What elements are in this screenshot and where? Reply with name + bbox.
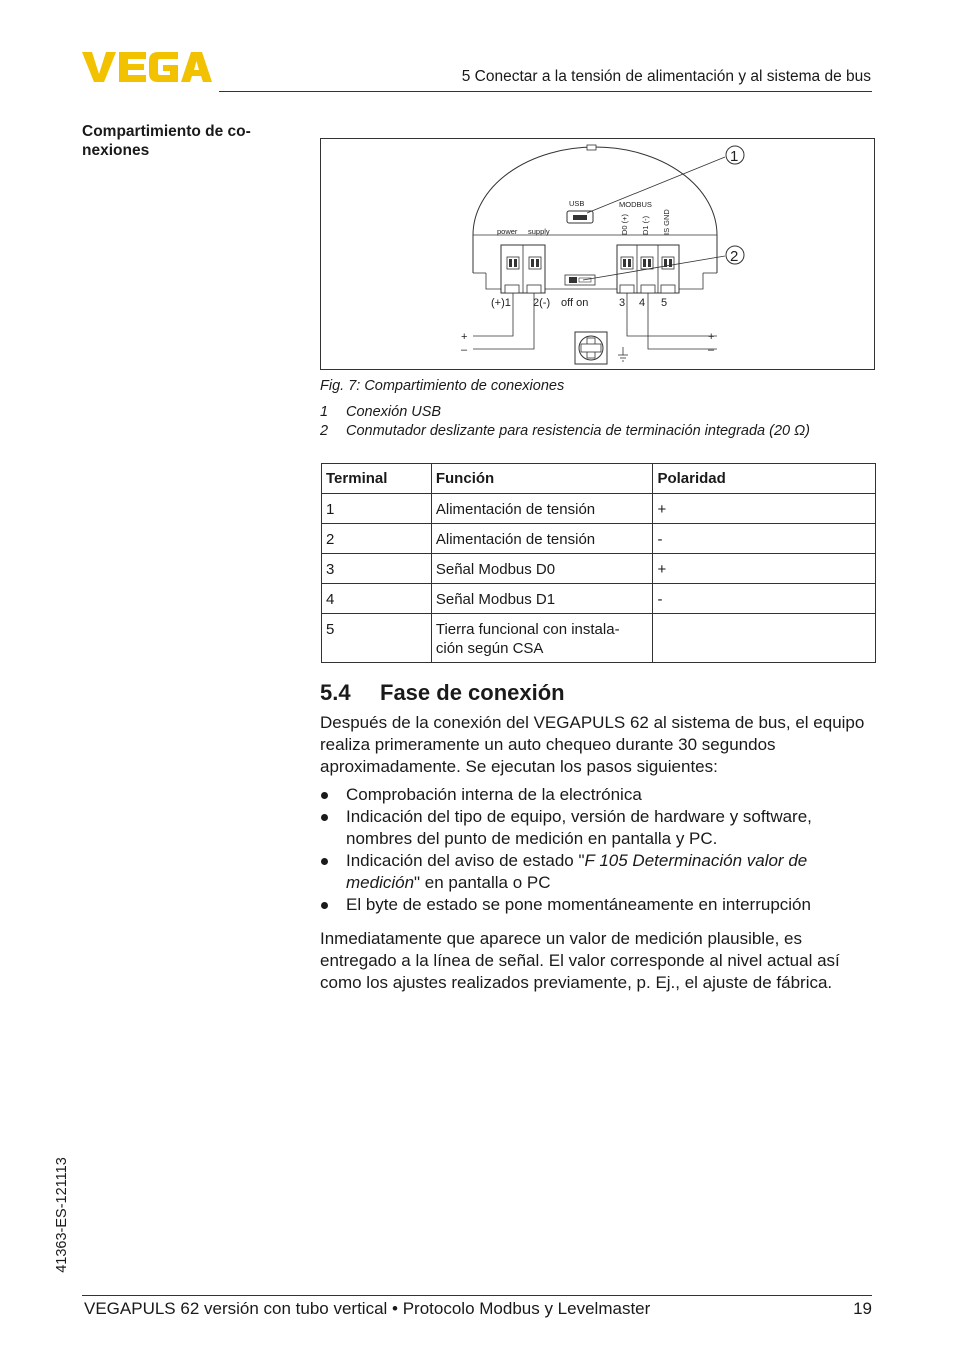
power-label: power (497, 227, 518, 236)
list-item-text: El byte de estado se pone momentáneamente en interrupción (346, 895, 811, 914)
callout-2: 2 (730, 248, 739, 265)
table-cell: 4 (322, 584, 432, 614)
table-cell: Alimentación de tensión (431, 494, 653, 524)
terminal-block-left (501, 245, 545, 293)
table-cell: Alimentación de tensión (431, 524, 653, 554)
list-item (320, 806, 880, 850)
table-row (322, 584, 876, 614)
legend-text: Conexión USB (346, 404, 442, 420)
list-item (320, 850, 880, 894)
left-minus-sign: – (461, 344, 468, 356)
column-header: Terminal (322, 464, 432, 494)
table-cell: - (653, 524, 876, 554)
table-cell: Señal Modbus D0 (431, 554, 653, 584)
bullet-icon (321, 792, 328, 799)
supply-label: supply (528, 227, 550, 236)
document-id-text: 41363-ES-121113 (54, 1157, 70, 1273)
table-cell: + (653, 554, 876, 584)
d0-label: D0 (+) (620, 213, 629, 235)
isgnd-label: IS GND (662, 209, 671, 235)
footer-title: VEGAPULS 62 versión con tubo vertical • Protocolo Modbus y Levelmaster (84, 1299, 651, 1318)
list-item-text: Comprobación interna de la electrónica (346, 785, 642, 804)
usb-label: USB (569, 199, 585, 208)
table-cell: 5 (322, 614, 432, 663)
terminal-3-label: 3 (619, 297, 626, 309)
footer-rule (82, 1295, 872, 1296)
list-item-text-pre: Indicación del aviso de estado " (346, 851, 585, 870)
table-cell: + (653, 494, 876, 524)
section-number: 5.4 (320, 680, 351, 705)
bullet-icon (321, 858, 328, 865)
bullet-icon (321, 814, 328, 821)
table-cell: 2 (322, 524, 432, 554)
page-number: 19 (853, 1299, 872, 1318)
figure-caption: Fig. 7: Compartimiento de conexiones (320, 378, 565, 394)
status-message: F 105 Determinación valor de medición (346, 851, 808, 892)
right-minus-sign: – (708, 344, 715, 356)
legend-text: Conmutador deslizante para resistencia de terminación integrada (20 Ω) (346, 423, 810, 439)
switch-label: off on (561, 297, 589, 309)
table-cell (653, 614, 876, 663)
right-plus-sign: + (708, 331, 715, 343)
modbus-label: MODBUS (619, 200, 652, 209)
vega-logo (82, 50, 212, 84)
section-title: Fase de conexión (380, 680, 565, 705)
table-row (322, 494, 876, 524)
header-rule (219, 91, 872, 92)
table-row (322, 614, 876, 663)
terminal-1-label: (+)1 (491, 297, 511, 309)
list-item-text: Indicación del tipo de equipo, versión de hardware y software, nombres del punto de medición en pantalla y PC. (346, 807, 812, 848)
list-item (320, 784, 880, 806)
terminal-5-label: 5 (661, 297, 668, 309)
side-heading: Compartimiento de co-nexiones (82, 123, 251, 159)
legend-item (320, 423, 810, 439)
callout-1: 1 (730, 148, 739, 165)
termination-switch (565, 275, 595, 285)
table-cell: 3 (322, 554, 432, 584)
table-cell: Tierra funcional con instala-ción según CSA (431, 614, 653, 663)
table-row (322, 554, 876, 584)
legend-number: 1 (320, 404, 329, 420)
column-header: Polaridad (653, 464, 876, 494)
list-item-text-post: " en pantalla o PC (414, 873, 551, 892)
legend-number: 2 (320, 423, 329, 439)
intro-paragraph: Después de la conexión del VEGAPULS 62 al sistema de bus, el equipo realiza primeramente un auto chequeo durante 30 segundos aproximadamente. Se ejecutan los pasos siguientes: (320, 713, 865, 776)
closing-paragraph: Inmediatamente que aparece un valor de medición plausible, es entregado a la línea de señal. El valor corresponde al nivel actual así como los ajustes realizados previamente, p. Ej., el ajuste de fábrica. (320, 929, 840, 992)
left-plus-sign: + (461, 331, 468, 343)
table-row (322, 524, 876, 554)
bullet-icon (321, 902, 328, 909)
table-header-row (322, 464, 876, 494)
table-cell: - (653, 584, 876, 614)
d1-label: D1 (-) (641, 215, 650, 235)
legend-item (320, 404, 441, 420)
terminal-4-label: 4 (639, 297, 646, 309)
terminal-2-label: 2(-) (533, 297, 551, 309)
column-header: Función (431, 464, 653, 494)
list-item (320, 894, 880, 916)
ground-symbol-icon (618, 347, 628, 361)
connection-figure (320, 138, 875, 370)
table-cell: 1 (322, 494, 432, 524)
chapter-title: 5 Conectar a la tensión de alimentación y al sistema de bus (461, 68, 871, 85)
ground-screw-icon (575, 332, 607, 364)
document-id (47, 1140, 77, 1290)
steps-list (320, 784, 880, 916)
terminal-table (321, 463, 876, 663)
table-cell: Señal Modbus D1 (431, 584, 653, 614)
